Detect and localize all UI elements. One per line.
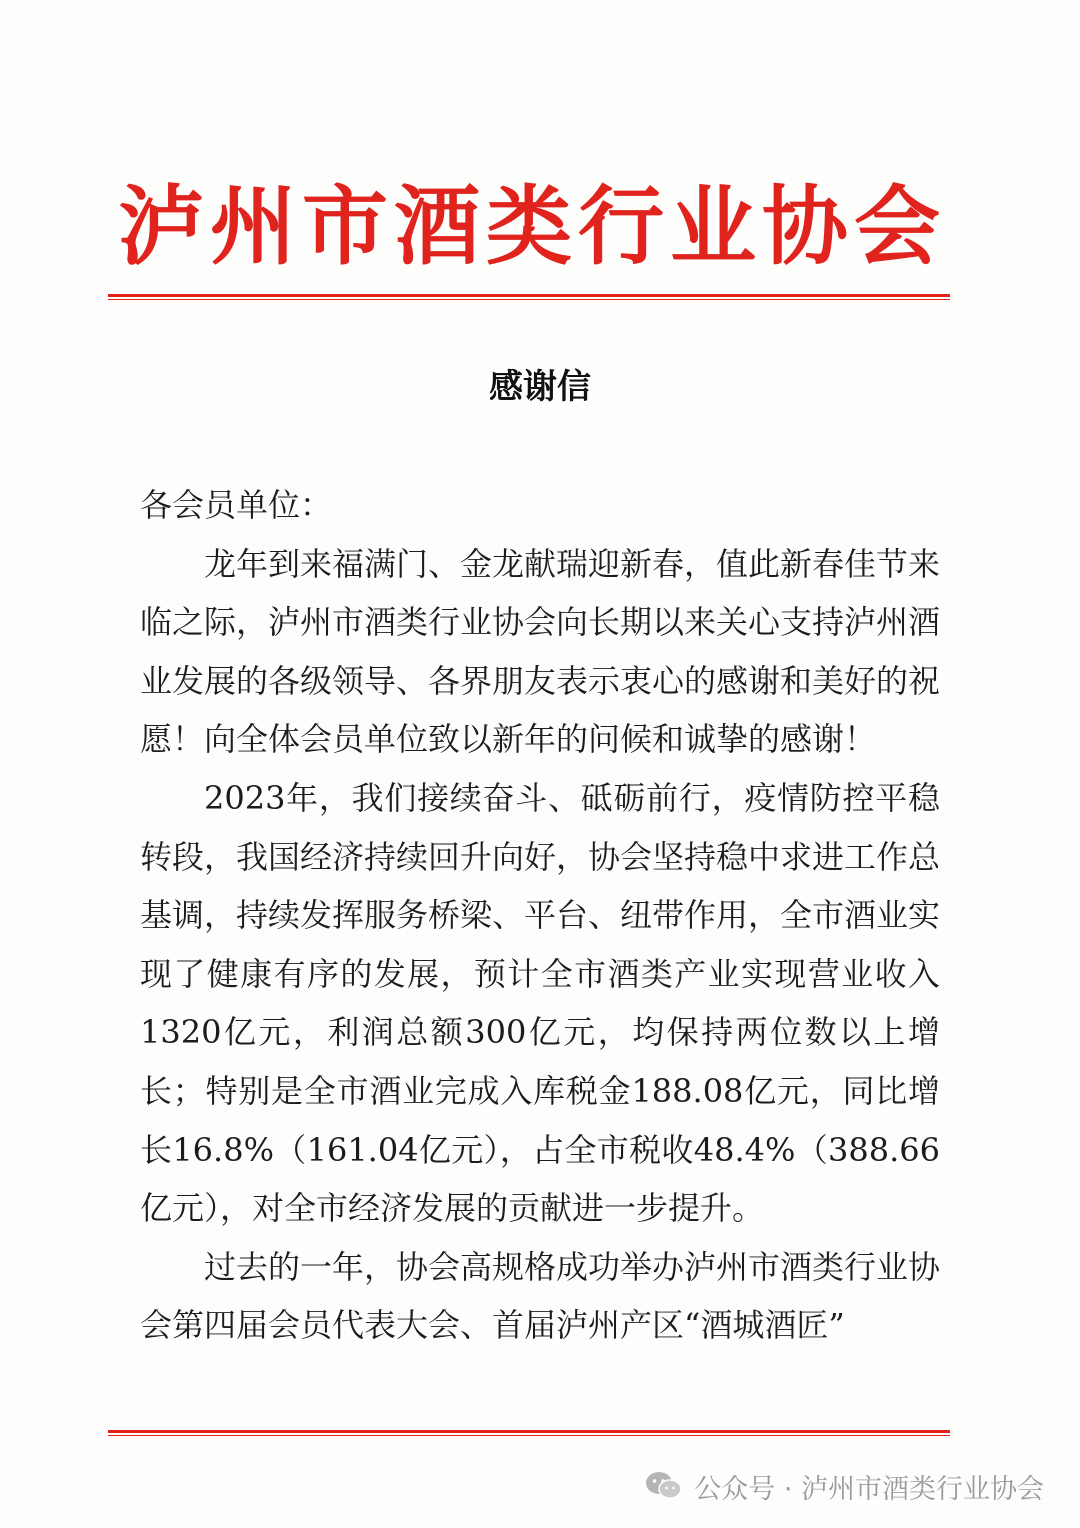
letterhead-title: 泸州市酒类行业协会: [118, 177, 946, 277]
letterhead-red-rule: [108, 294, 950, 300]
paragraph-2023-summary: 2023年，我们接续奋斗、砥砺前行，疫情防控平稳转段，我国经济持续回升向好，协会坚持稳中求进工作总基调，持续发挥服务桥梁、平台、纽带作用，全市酒业实现了健康有序的发展，预计全市酒类产业实现营业收入1320亿元，利润总额300亿元，均保持两位数以上增长；特别是全市酒业完成入库税金188.08亿元，同比增长16.8%（161.04亿元），占全市税收48.4%（388.66亿元），对全市经济发展的贡献进一步提升。: [140, 778, 941, 1228]
red-rule-thin: [108, 299, 950, 300]
watermark-text: 公众号 · 泸州市酒类行业协会: [694, 1473, 1044, 1505]
footer-red-rule: [108, 1430, 950, 1436]
red-rule-thick: [108, 1430, 950, 1433]
red-rule-thin: [108, 1435, 950, 1436]
wechat-watermark: [644, 1466, 1044, 1506]
paragraph-past-year: 过去的一年，协会高规格成功举办泸州市酒类行业协会第四届会员代表大会、首届泸州产区“酒城酒匠”: [140, 1247, 941, 1345]
red-rule-thick: [108, 294, 950, 297]
salutation: 各会员单位：: [140, 486, 333, 524]
letter-body: [140, 476, 940, 1355]
paragraph-greeting: 龙年到来福满门、金龙献瑞迎新春，值此新春佳节来临之际，泸州市酒类行业协会向长期以来关心支持泸州酒业发展的各级领导、各界朋友表示衷心的感谢和美好的祝愿！向全体会员单位致以新年的问候和诚挚的感谢！: [140, 544, 941, 759]
letter-title: 感谢信: [489, 367, 591, 407]
wechat-icon: [644, 1470, 684, 1502]
